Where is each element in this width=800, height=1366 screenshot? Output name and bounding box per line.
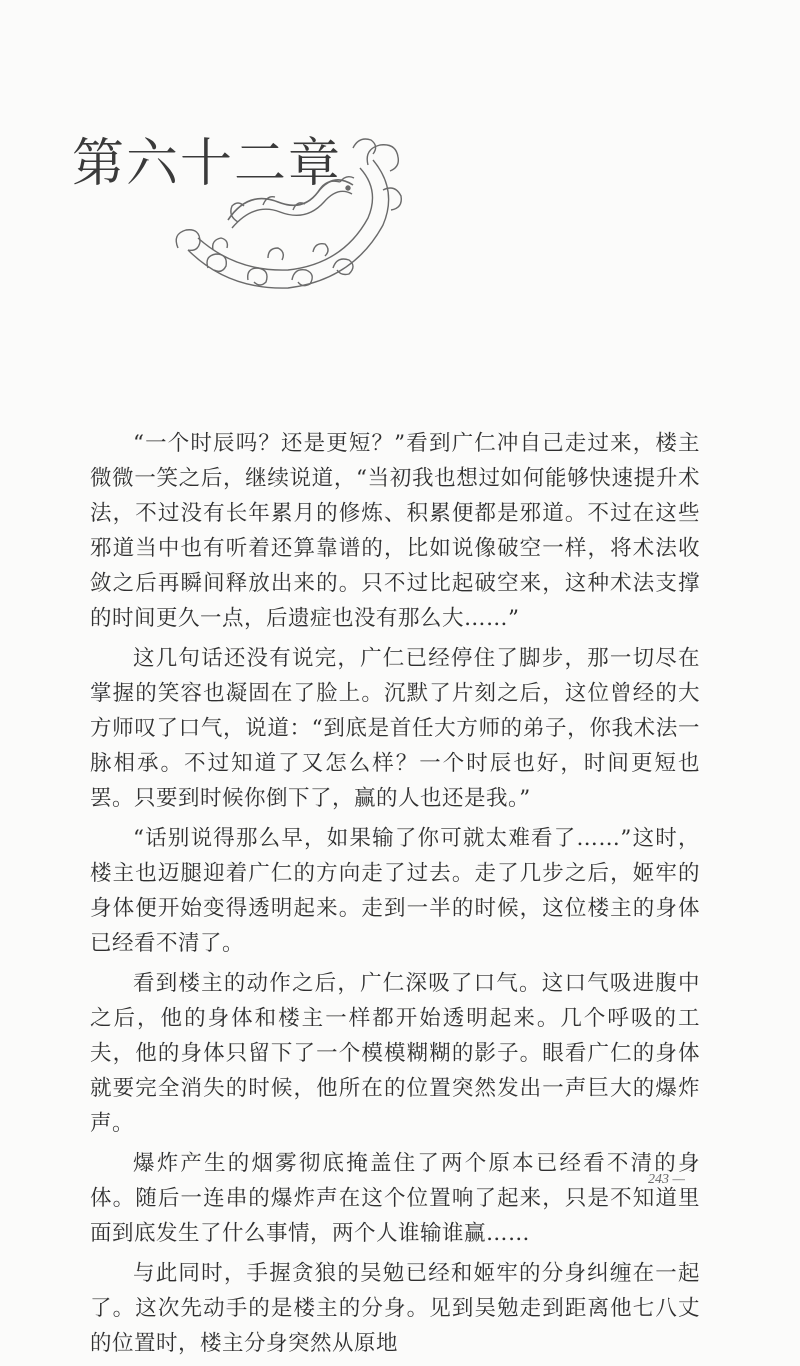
chapter-title: 第六十二章 [72,134,343,194]
paragraph: 看到楼主的动作之后，广仁深吸了口气。这口气吸进腹中之后，他的身体和楼主一样都开始透明起来。几个呼吸的工夫，他的身体只留下了一个模模糊糊的影子。眼看广仁的身体就要完全消失的时候，他所在的位置突然发出一声巨大的爆炸声。 [90,971,700,1136]
paragraph: “一个时辰吗？还是更短？”看到广仁冲自己走过来，楼主微微一笑之后，继续说道，“当初我也想过如何能够快速提升术法，不过没有长年累月的修炼、积累便都是邪道。不过在这些邪道当中也有听着还算靠谱的，比如说像破空一样，将术法收敛之后再瞬间释放出来的。只不过比起破空来，这种术法支撑的时间更久一点，后遗症也没有那么大……” [90,431,700,631]
paragraph: “话别说得那么早，如果输了你可就太难看了……”这时，楼主也迈腿迎着广仁的方向走了过去。走了几步之后，姬牢的身体便开始变得透明起来。走到一半的时候，这位楼主的身体已经看不清了。 [90,826,700,956]
page-number: 243 — [648,1172,685,1187]
paragraph: 这几句话还没有说完，广仁已经停住了脚步，那一切尽在掌握的笑容也凝固在了脸上。沉默了片刻之后，这位曾经的大方师叹了口气，说道：“到底是首任大方师的弟子，你我术法一脉相承。不过知道了又怎么样？一个时辰也好，时间更短也罢。只要到时候你倒下了，赢的人也还是我。” [90,646,700,811]
cloud-dragon-ornament-icon [168,130,408,300]
paragraph: 爆炸产生的烟雾彻底掩盖住了两个原本已经看不清的身体。随后一连串的爆炸声在这个位置响了起来，只是不知道里面到底发生了什么事情，两个人谁输谁赢…… [90,1151,700,1246]
paragraph: 与此同时，手握贪狼的吴勉已经和姬牢的分身纠缠在一起了。这次先动手的是楼主的分身。见到吴勉走到距离他七八丈的位置时，楼主分身突然从原地 [90,1261,700,1356]
body-text [90,426,700,1366]
